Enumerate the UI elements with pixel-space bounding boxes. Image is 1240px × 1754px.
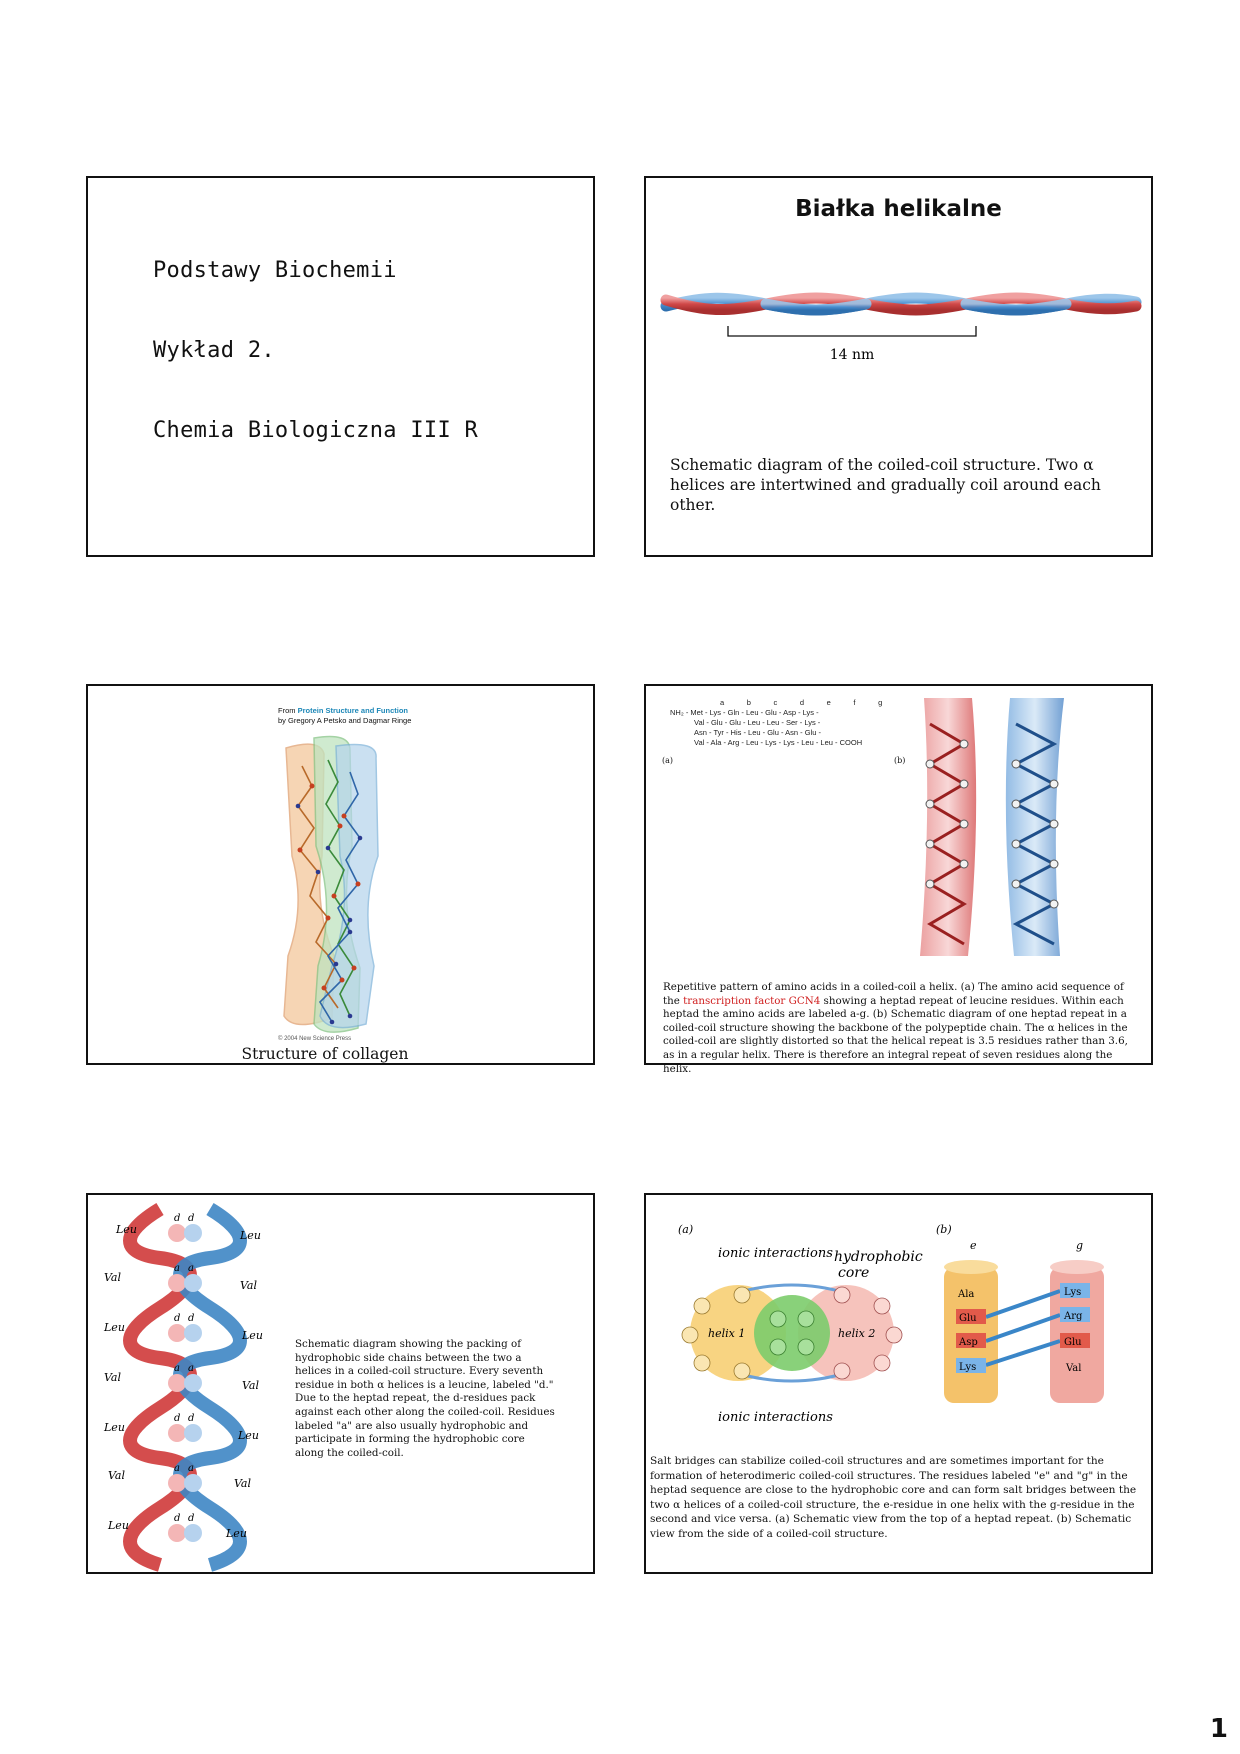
residue-label-right: Leu xyxy=(238,1429,259,1442)
slide4-caption: Repetitive pattern of amino acids in a coiled-coil a helix. (a) The amino acid sequence of the transcription factor GCN4 showing a heptad repeat of leucine residues. Within each heptad the amino acids are labeled a-g. (b) Schematic diagram of one heptad repeat in a coiled-coil structure showing the backbone of the polypeptide chain. The α helices in the coiled-coil are slightly distorted so that the helical repeat is 3.5 residues rather than 3.6, as in a regular helix. There is therefore an integral repeat of seven residues along the helix. xyxy=(663,981,1128,1075)
label-core: core xyxy=(838,1265,870,1281)
slide-collagen xyxy=(86,684,595,1065)
sequence-row: Asn - Tyr - His - Leu - Glu - Asn - Glu - xyxy=(694,728,821,737)
position-label: a xyxy=(174,1263,180,1274)
panel-label-b: (b) xyxy=(936,1223,952,1236)
position-label: a xyxy=(174,1363,180,1374)
position-label: d xyxy=(188,1513,195,1524)
label-ionic-bottom: ionic interactions xyxy=(718,1410,833,1425)
slide-hydrophobic-packing xyxy=(86,1193,595,1574)
lecture-number: Wykład 2. xyxy=(153,338,275,363)
label-helix-1: helix 1 xyxy=(708,1327,746,1340)
slide-salt-bridges xyxy=(644,1193,1153,1574)
position-label: d xyxy=(188,1213,195,1224)
label-helix-2: helix 2 xyxy=(838,1327,876,1340)
page-number: 1 xyxy=(1209,1714,1228,1744)
sequence-row: NH₂ - Met - Lys - Gln - Leu - Glu - Asp - Lys - xyxy=(670,708,819,717)
slide-heptad-repeat xyxy=(644,684,1153,1075)
position-label: a xyxy=(188,1263,194,1274)
residue-label-right: Val xyxy=(234,1477,252,1490)
residue-left: Ala xyxy=(958,1289,975,1300)
gcn4-link[interactable]: transcription factor GCN4 xyxy=(683,994,821,1007)
residue-left: Lys xyxy=(959,1362,977,1373)
residue-label-left: Val xyxy=(104,1371,122,1384)
residue-label-right: Leu xyxy=(226,1527,247,1540)
residue-label-right: Leu xyxy=(240,1229,261,1242)
residue-left: Asp xyxy=(959,1337,978,1348)
slide-helical-proteins xyxy=(644,176,1153,557)
coiled-coil-figure xyxy=(646,278,1155,448)
residue-label-right: Val xyxy=(242,1379,260,1392)
slide-title xyxy=(86,176,595,557)
residue-right: Arg xyxy=(1064,1311,1083,1322)
slide6-caption: Salt bridges can stabilize coiled-coil structures and are sometimes important for the formation of heterodimeric coiled-coil structures. The residues labeled "e" and "g" in the heptad sequence are close to the hydrophobic core and can form salt bridges between the two α helices of a coiled-coil structure, the e-residue in one helix with the g-residue in the second and vice versa. (a) Schematic view from the top of a heptad repeat. (b) Schematic view from the side of a coiled-coil structure. xyxy=(650,1455,1137,1540)
credit-book-title: Protein Structure and Function xyxy=(297,706,409,715)
residue-left: Glu xyxy=(959,1313,977,1324)
heptad-helix-figure xyxy=(646,694,1155,964)
label-ionic-top: ionic interactions xyxy=(718,1246,833,1261)
panel-label-a: (a) xyxy=(678,1223,694,1236)
position-label: d xyxy=(188,1413,195,1424)
position-label: a xyxy=(188,1463,194,1474)
credit-authors: by Gregory A Petsko and Dagmar Ringe xyxy=(278,716,412,725)
position-label: a xyxy=(188,1363,194,1374)
slide5-caption: Schematic diagram showing the packing of hydrophobic side chains between the two a helices in a coiled-coil structure. Every seventh residue in both α helices is a leucine, labeled "d." Due to the heptad repeat, the d-residues pack against each other along the coiled-coil. Residues labeled "a" are also usually hydrophobic and participate in forming the hydrophobic core along the coiled-coil. xyxy=(295,1338,555,1459)
position-label: d xyxy=(174,1213,181,1224)
residue-label-left: Val xyxy=(108,1469,126,1482)
column-label-g: g xyxy=(1076,1239,1084,1252)
sequence-row: Val - Glu - Glu - Leu - Leu - Ser - Lys - xyxy=(694,718,821,727)
panel-label-b: (b) xyxy=(894,756,906,765)
residue-label-left: Leu xyxy=(104,1421,125,1434)
leucine-zipper-figure xyxy=(100,1203,275,1573)
slide-title-heading: Białka helikalne xyxy=(795,196,1002,222)
residue-label-left: Val xyxy=(104,1271,122,1284)
course-name: Chemia Biologiczna III R xyxy=(153,418,479,443)
position-label: a xyxy=(174,1463,180,1474)
position-label: d xyxy=(188,1313,195,1324)
scale-label: 14 nm xyxy=(829,347,875,363)
column-label-e: e xyxy=(970,1239,977,1252)
slide2-caption: Schematic diagram of the coiled-coil structure. Two α helices are intertwined and gradually coil around each other. xyxy=(670,456,1101,514)
position-label: d xyxy=(174,1513,181,1524)
copyright-note: © 2004 New Science Press xyxy=(278,1036,352,1042)
residue-right: Glu xyxy=(1064,1337,1082,1348)
position-label: d xyxy=(174,1313,181,1324)
position-label: d xyxy=(174,1413,181,1424)
residue-label-right: Val xyxy=(240,1279,258,1292)
panel-label-a: (a) xyxy=(662,756,674,765)
scale-bar xyxy=(728,326,976,336)
figure-credit xyxy=(278,706,411,726)
residue-label-left: Leu xyxy=(116,1223,137,1236)
course-title: Podstawy Biochemii xyxy=(153,258,397,283)
residue-right: Val xyxy=(1066,1363,1082,1374)
residue-label-left: Leu xyxy=(104,1321,125,1334)
slide3-caption: Structure of collagen xyxy=(241,1045,409,1063)
residue-label-left: Leu xyxy=(108,1519,129,1532)
residue-right: Lys xyxy=(1064,1287,1082,1298)
credit-prefix: From xyxy=(278,706,298,715)
salt-bridge-figure xyxy=(646,1203,1155,1443)
collagen-triple-helix-figure xyxy=(88,736,597,1036)
residue-label-right: Leu xyxy=(242,1329,263,1342)
sequence-row: Val - Ala - Arg - Leu - Lys - Lys - Leu - Leu - COOH xyxy=(694,738,863,747)
heptad-headers: a b c d e f g xyxy=(720,698,884,707)
label-hydrophobic: hydrophobic xyxy=(834,1249,923,1265)
